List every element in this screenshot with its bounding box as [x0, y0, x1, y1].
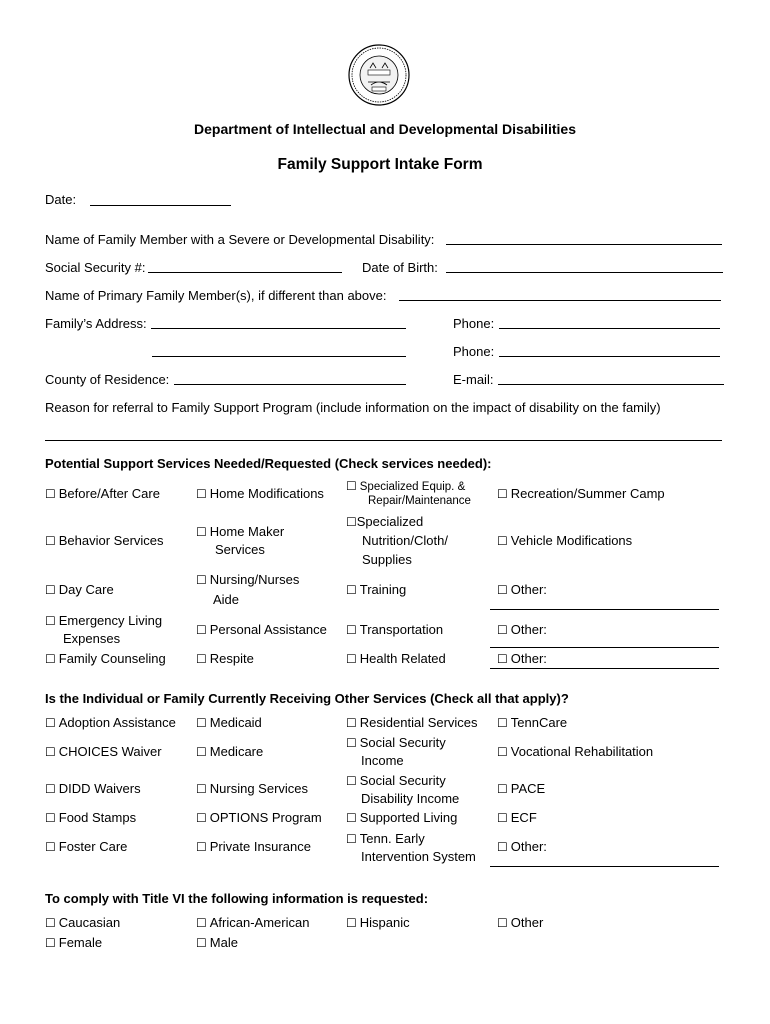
checkbox-ssdi[interactable]: ☐ Social Security [346, 773, 446, 788]
primary-member-field[interactable] [399, 300, 721, 301]
checkbox-icon: ☐ [497, 534, 508, 548]
current-other-field[interactable] [490, 866, 719, 867]
checkbox-health-related[interactable]: ☐ Health Related [346, 651, 446, 666]
name-member-field[interactable] [446, 244, 722, 245]
checkbox-icon: ☐ [45, 614, 56, 628]
checkbox-icon: ☐ [196, 525, 207, 539]
county-label: County of Residence: [45, 372, 170, 387]
date-field[interactable] [90, 205, 231, 206]
checkbox-other-1[interactable]: ☐ Other: [497, 582, 547, 597]
checkbox-emergency-living[interactable]: ☐ Emergency Living [45, 613, 163, 628]
form-title: Family Support Intake Form [277, 156, 483, 173]
checkbox-icon: ☐ [346, 916, 357, 930]
checkbox-caucasian[interactable]: ☐ Caucasian [45, 915, 121, 930]
specialized-nutrition-line2: Nutrition/Cloth/ [362, 533, 448, 548]
checkbox-foster-care[interactable]: ☐ Foster Care [45, 839, 128, 854]
ssdi-line2: Disability Income [361, 791, 460, 806]
checkbox-icon: ☐ [497, 716, 508, 730]
checkbox-icon: ☐ [196, 573, 207, 587]
checkbox-pace[interactable]: ☐ PACE [497, 781, 546, 796]
checkbox-icon: ☐ [497, 782, 508, 796]
checkbox-race-other[interactable]: ☐ Other [497, 915, 544, 930]
checkbox-female[interactable]: ☐ Female [45, 935, 103, 950]
checkbox-tenncare[interactable]: ☐ TennCare [497, 715, 568, 730]
reason-label: Reason for referral to Family Support Program (include information on the impact of disability on the family) [45, 400, 661, 415]
teis-line2: Intervention System [361, 849, 476, 864]
checkbox-icon: ☐ [45, 840, 56, 854]
department-name: Department of Intellectual and Developmental Disabilities [194, 121, 576, 137]
other-1-field[interactable] [490, 609, 719, 610]
checkbox-icon: ☐ [497, 487, 508, 501]
checkbox-icon: ☐ [196, 782, 207, 796]
checkbox-icon: ☐ [45, 936, 56, 950]
checkbox-food-stamps[interactable]: ☐ Food Stamps [45, 810, 137, 825]
checkbox-teis[interactable]: ☐ Tenn. Early [346, 831, 425, 846]
email-field[interactable] [498, 384, 724, 385]
other-3-field[interactable] [490, 668, 719, 669]
reason-field[interactable] [45, 440, 722, 441]
checkbox-transportation[interactable]: ☐ Transportation [346, 622, 444, 637]
checkbox-other-2[interactable]: ☐ Other: [497, 622, 547, 637]
checkbox-icon: ☐ [45, 583, 56, 597]
checkbox-didd[interactable]: ☐ DIDD Waivers [45, 781, 141, 796]
checkbox-icon: ☐ [45, 716, 56, 730]
checkbox-icon: ☐ [346, 623, 357, 637]
dob-field[interactable] [446, 272, 723, 273]
checkbox-icon: ☐ [196, 840, 207, 854]
checkbox-vehicle-modifications[interactable]: ☐ Vehicle Modifications [497, 533, 633, 548]
checkbox-personal-assistance[interactable]: ☐ Personal Assistance [196, 622, 327, 637]
email-label: E-mail: [453, 372, 494, 387]
date-label: Date: [45, 192, 77, 207]
specialized-nutrition-line3: Supplies [362, 552, 412, 567]
checkbox-specialized-equip[interactable]: ☐ Specialized Equip. & [346, 479, 466, 493]
emergency-living-line2: Expenses [63, 631, 121, 646]
phone2-label: Phone: [453, 344, 495, 359]
checkbox-respite[interactable]: ☐ Respite [196, 651, 254, 666]
checkbox-icon: ☐ [497, 623, 508, 637]
checkbox-other-3[interactable]: ☐ Other: [497, 651, 547, 666]
checkbox-icon: ☐ [346, 716, 357, 730]
address-field-1[interactable] [151, 328, 406, 329]
checkbox-supported-living[interactable]: ☐ Supported Living [346, 810, 458, 825]
checkbox-behavior-services[interactable]: ☐ Behavior Services [45, 533, 164, 548]
checkbox-icon: ☐ [346, 736, 357, 750]
checkbox-icon: ☐ [196, 623, 207, 637]
checkbox-icon: ☐ [196, 936, 207, 950]
checkbox-icon: ☐ [346, 832, 357, 846]
checkbox-icon: ☐ [196, 745, 207, 759]
checkbox-recreation[interactable]: ☐ Recreation/Summer Camp [497, 486, 665, 501]
nursing-line2: Aide [213, 592, 240, 607]
title6-heading: To comply with Title VI the following information is requested: [45, 891, 429, 906]
checkbox-private-insurance[interactable]: ☐ Private Insurance [196, 839, 311, 854]
ssn-field[interactable] [148, 272, 342, 273]
ssn-label: Social Security #: [45, 260, 146, 275]
checkbox-choices[interactable]: ☐ CHOICES Waiver [45, 744, 162, 759]
checkbox-day-care[interactable]: ☐ Day Care [45, 582, 114, 597]
checkbox-icon: ☐ [196, 916, 207, 930]
checkbox-ecf[interactable]: ☐ ECF [497, 810, 537, 825]
address-label: Family’s Address: [45, 316, 147, 331]
state-seal [348, 44, 410, 106]
dob-label: Date of Birth: [362, 260, 438, 275]
checkbox-icon: ☐ [497, 840, 508, 854]
checkbox-icon: ☐ [346, 811, 357, 825]
checkbox-icon: ☐ [196, 652, 207, 666]
name-member-label: Name of Family Member with a Severe or Developmental Disability: [45, 232, 435, 247]
phone1-field[interactable] [499, 328, 720, 329]
checkbox-home-maker[interactable]: ☐ Home Maker [196, 524, 285, 539]
checkbox-male[interactable]: ☐ Male [196, 935, 238, 950]
checkbox-icon: ☐ [45, 652, 56, 666]
checkbox-family-counseling[interactable]: ☐ Family Counseling [45, 651, 166, 666]
checkbox-current-other[interactable]: ☐ Other: [497, 839, 547, 854]
checkbox-training[interactable]: ☐ Training [346, 582, 407, 597]
checkbox-nursing[interactable]: ☐ Nursing/Nurses [196, 572, 300, 587]
checkbox-african-american[interactable]: ☐ African-American [196, 915, 310, 930]
checkbox-vocational[interactable]: ☐ Vocational Rehabilitation [497, 744, 654, 759]
checkbox-ssi[interactable]: ☐ Social Security [346, 735, 446, 750]
checkbox-icon: ☐ [45, 745, 56, 759]
county-field[interactable] [174, 384, 406, 385]
checkbox-specialized-nutrition[interactable]: ☐Specialized [346, 514, 424, 529]
checkbox-icon: ☐ [45, 782, 56, 796]
checkbox-icon: ☐ [45, 811, 56, 825]
checkbox-icon: ☐ [497, 811, 508, 825]
primary-member-label: Name of Primary Family Member(s), if different than above: [45, 288, 387, 303]
support-heading: Potential Support Services Needed/Requested (Check services needed): [45, 456, 492, 471]
current-services-heading: Is the Individual or Family Currently Receiving Other Services (Check all that apply)? [45, 691, 569, 706]
checkbox-adoption[interactable]: ☐ Adoption Assistance [45, 715, 176, 730]
checkbox-icon: ☐ [196, 811, 207, 825]
checkbox-icon: ☐ [346, 774, 357, 788]
phone1-label: Phone: [453, 316, 495, 331]
checkbox-icon: ☐ [346, 652, 357, 666]
checkbox-icon: ☐ [346, 479, 357, 493]
checkbox-icon: ☐ [497, 745, 508, 759]
home-maker-line2: Services [215, 542, 265, 557]
checkbox-icon: ☐ [497, 916, 508, 930]
checkbox-hispanic[interactable]: ☐ Hispanic [346, 915, 410, 930]
checkbox-icon: ☐ [346, 583, 357, 597]
checkbox-icon: ☐ [497, 652, 508, 666]
checkbox-residential[interactable]: ☐ Residential Services [346, 715, 478, 730]
checkbox-icon: ☐ [497, 583, 508, 597]
checkbox-medicaid[interactable]: ☐ Medicaid [196, 715, 262, 730]
other-2-field[interactable] [490, 647, 719, 648]
address-field-2[interactable] [152, 356, 406, 357]
checkbox-icon: ☐ [45, 487, 56, 501]
checkbox-icon: ☐ [196, 487, 207, 501]
checkbox-icon: ☐ [45, 916, 56, 930]
ssi-line2: Income [361, 753, 404, 768]
phone2-field[interactable] [499, 356, 720, 357]
checkbox-medicare[interactable]: ☐ Medicare [196, 744, 264, 759]
checkbox-nursing-services[interactable]: ☐ Nursing Services [196, 781, 309, 796]
checkbox-home-modifications[interactable]: ☐ Home Modifications [196, 486, 324, 501]
checkbox-icon: ☐ [45, 534, 56, 548]
checkbox-before-after-care[interactable]: ☐ Before/After Care [45, 486, 160, 501]
specialized-equip-line2: Repair/Maintenance [368, 495, 471, 507]
checkbox-icon: ☐ [196, 716, 207, 730]
checkbox-options[interactable]: ☐ OPTIONS Program [196, 810, 322, 825]
checkbox-icon: ☐ [346, 515, 357, 529]
